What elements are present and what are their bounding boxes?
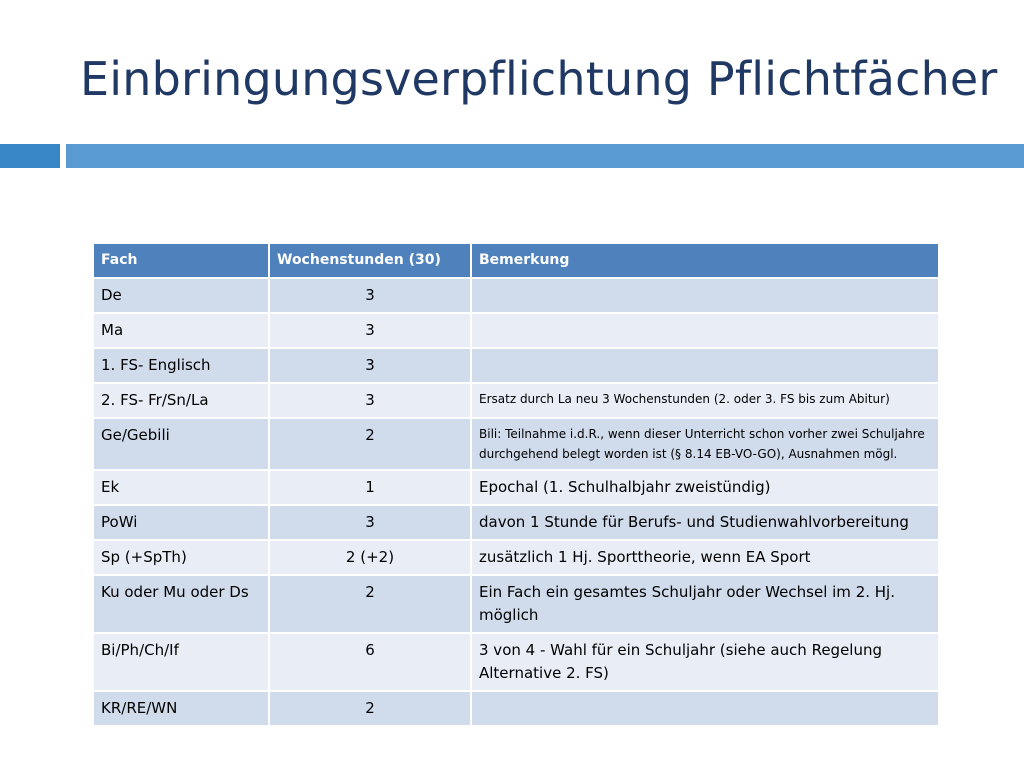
table-row	[93, 470, 939, 505]
slide-title: Einbringungsverpflichtung Pflichtfächer	[80, 52, 998, 106]
accent-bar-right	[66, 144, 1024, 168]
table-row	[93, 633, 939, 691]
cell-stunden: 3	[269, 505, 471, 540]
table-row	[93, 418, 939, 470]
cell-bemerkung	[471, 691, 939, 726]
cell-fach: PoWi	[93, 505, 269, 540]
cell-fach: Ma	[93, 313, 269, 348]
table-row	[93, 278, 939, 313]
table-row	[93, 691, 939, 726]
table-row	[93, 383, 939, 418]
cell-bemerkung: Bili: Teilnahme i.d.R., wenn dieser Unterricht schon vorher zwei Schuljahre durchgehend belegt worden ist (§ 8.14 EB-VO-GO), Ausnahmen mögl.	[471, 418, 939, 470]
accent-bar-left	[0, 144, 60, 168]
cell-stunden: 2 (+2)	[269, 540, 471, 575]
table-header-row	[93, 243, 939, 278]
cell-fach: 1. FS- Englisch	[93, 348, 269, 383]
cell-bemerkung: Ersatz durch La neu 3 Wochenstunden (2. oder 3. FS bis zum Abitur)	[471, 383, 939, 418]
cell-fach: Ku oder Mu oder Ds	[93, 575, 269, 633]
cell-bemerkung	[471, 313, 939, 348]
cell-bemerkung: Epochal (1. Schulhalbjahr zweistündig)	[471, 470, 939, 505]
table-row	[93, 348, 939, 383]
table-row	[93, 505, 939, 540]
cell-fach: KR/RE/WN	[93, 691, 269, 726]
cell-fach: De	[93, 278, 269, 313]
header-bemerkung: Bemerkung	[471, 243, 939, 278]
cell-bemerkung	[471, 348, 939, 383]
cell-fach: Ge/Gebili	[93, 418, 269, 470]
cell-stunden: 2	[269, 575, 471, 633]
cell-stunden: 3	[269, 383, 471, 418]
cell-fach: Sp (+SpTh)	[93, 540, 269, 575]
header-wochenstunden: Wochenstunden (30)	[269, 243, 471, 278]
cell-fach: Ek	[93, 470, 269, 505]
table-row	[93, 575, 939, 633]
table-row	[93, 313, 939, 348]
cell-bemerkung	[471, 278, 939, 313]
cell-stunden: 3	[269, 313, 471, 348]
cell-stunden: 3	[269, 278, 471, 313]
table-row	[93, 540, 939, 575]
header-fach: Fach	[93, 243, 269, 278]
cell-fach: Bi/Ph/Ch/If	[93, 633, 269, 691]
cell-bemerkung: davon 1 Stunde für Berufs- und Studienwahlvorbereitung	[471, 505, 939, 540]
cell-stunden: 2	[269, 691, 471, 726]
cell-stunden: 1	[269, 470, 471, 505]
cell-stunden: 2	[269, 418, 471, 470]
cell-fach: 2. FS- Fr/Sn/La	[93, 383, 269, 418]
cell-bemerkung: Ein Fach ein gesamtes Schuljahr oder Wechsel im 2. Hj. möglich	[471, 575, 939, 633]
cell-bemerkung: 3 von 4 - Wahl für ein Schuljahr (siehe auch Regelung Alternative 2. FS)	[471, 633, 939, 691]
cell-stunden: 3	[269, 348, 471, 383]
subjects-table	[92, 242, 940, 727]
cell-stunden: 6	[269, 633, 471, 691]
cell-bemerkung: zusätzlich 1 Hj. Sporttheorie, wenn EA Sport	[471, 540, 939, 575]
